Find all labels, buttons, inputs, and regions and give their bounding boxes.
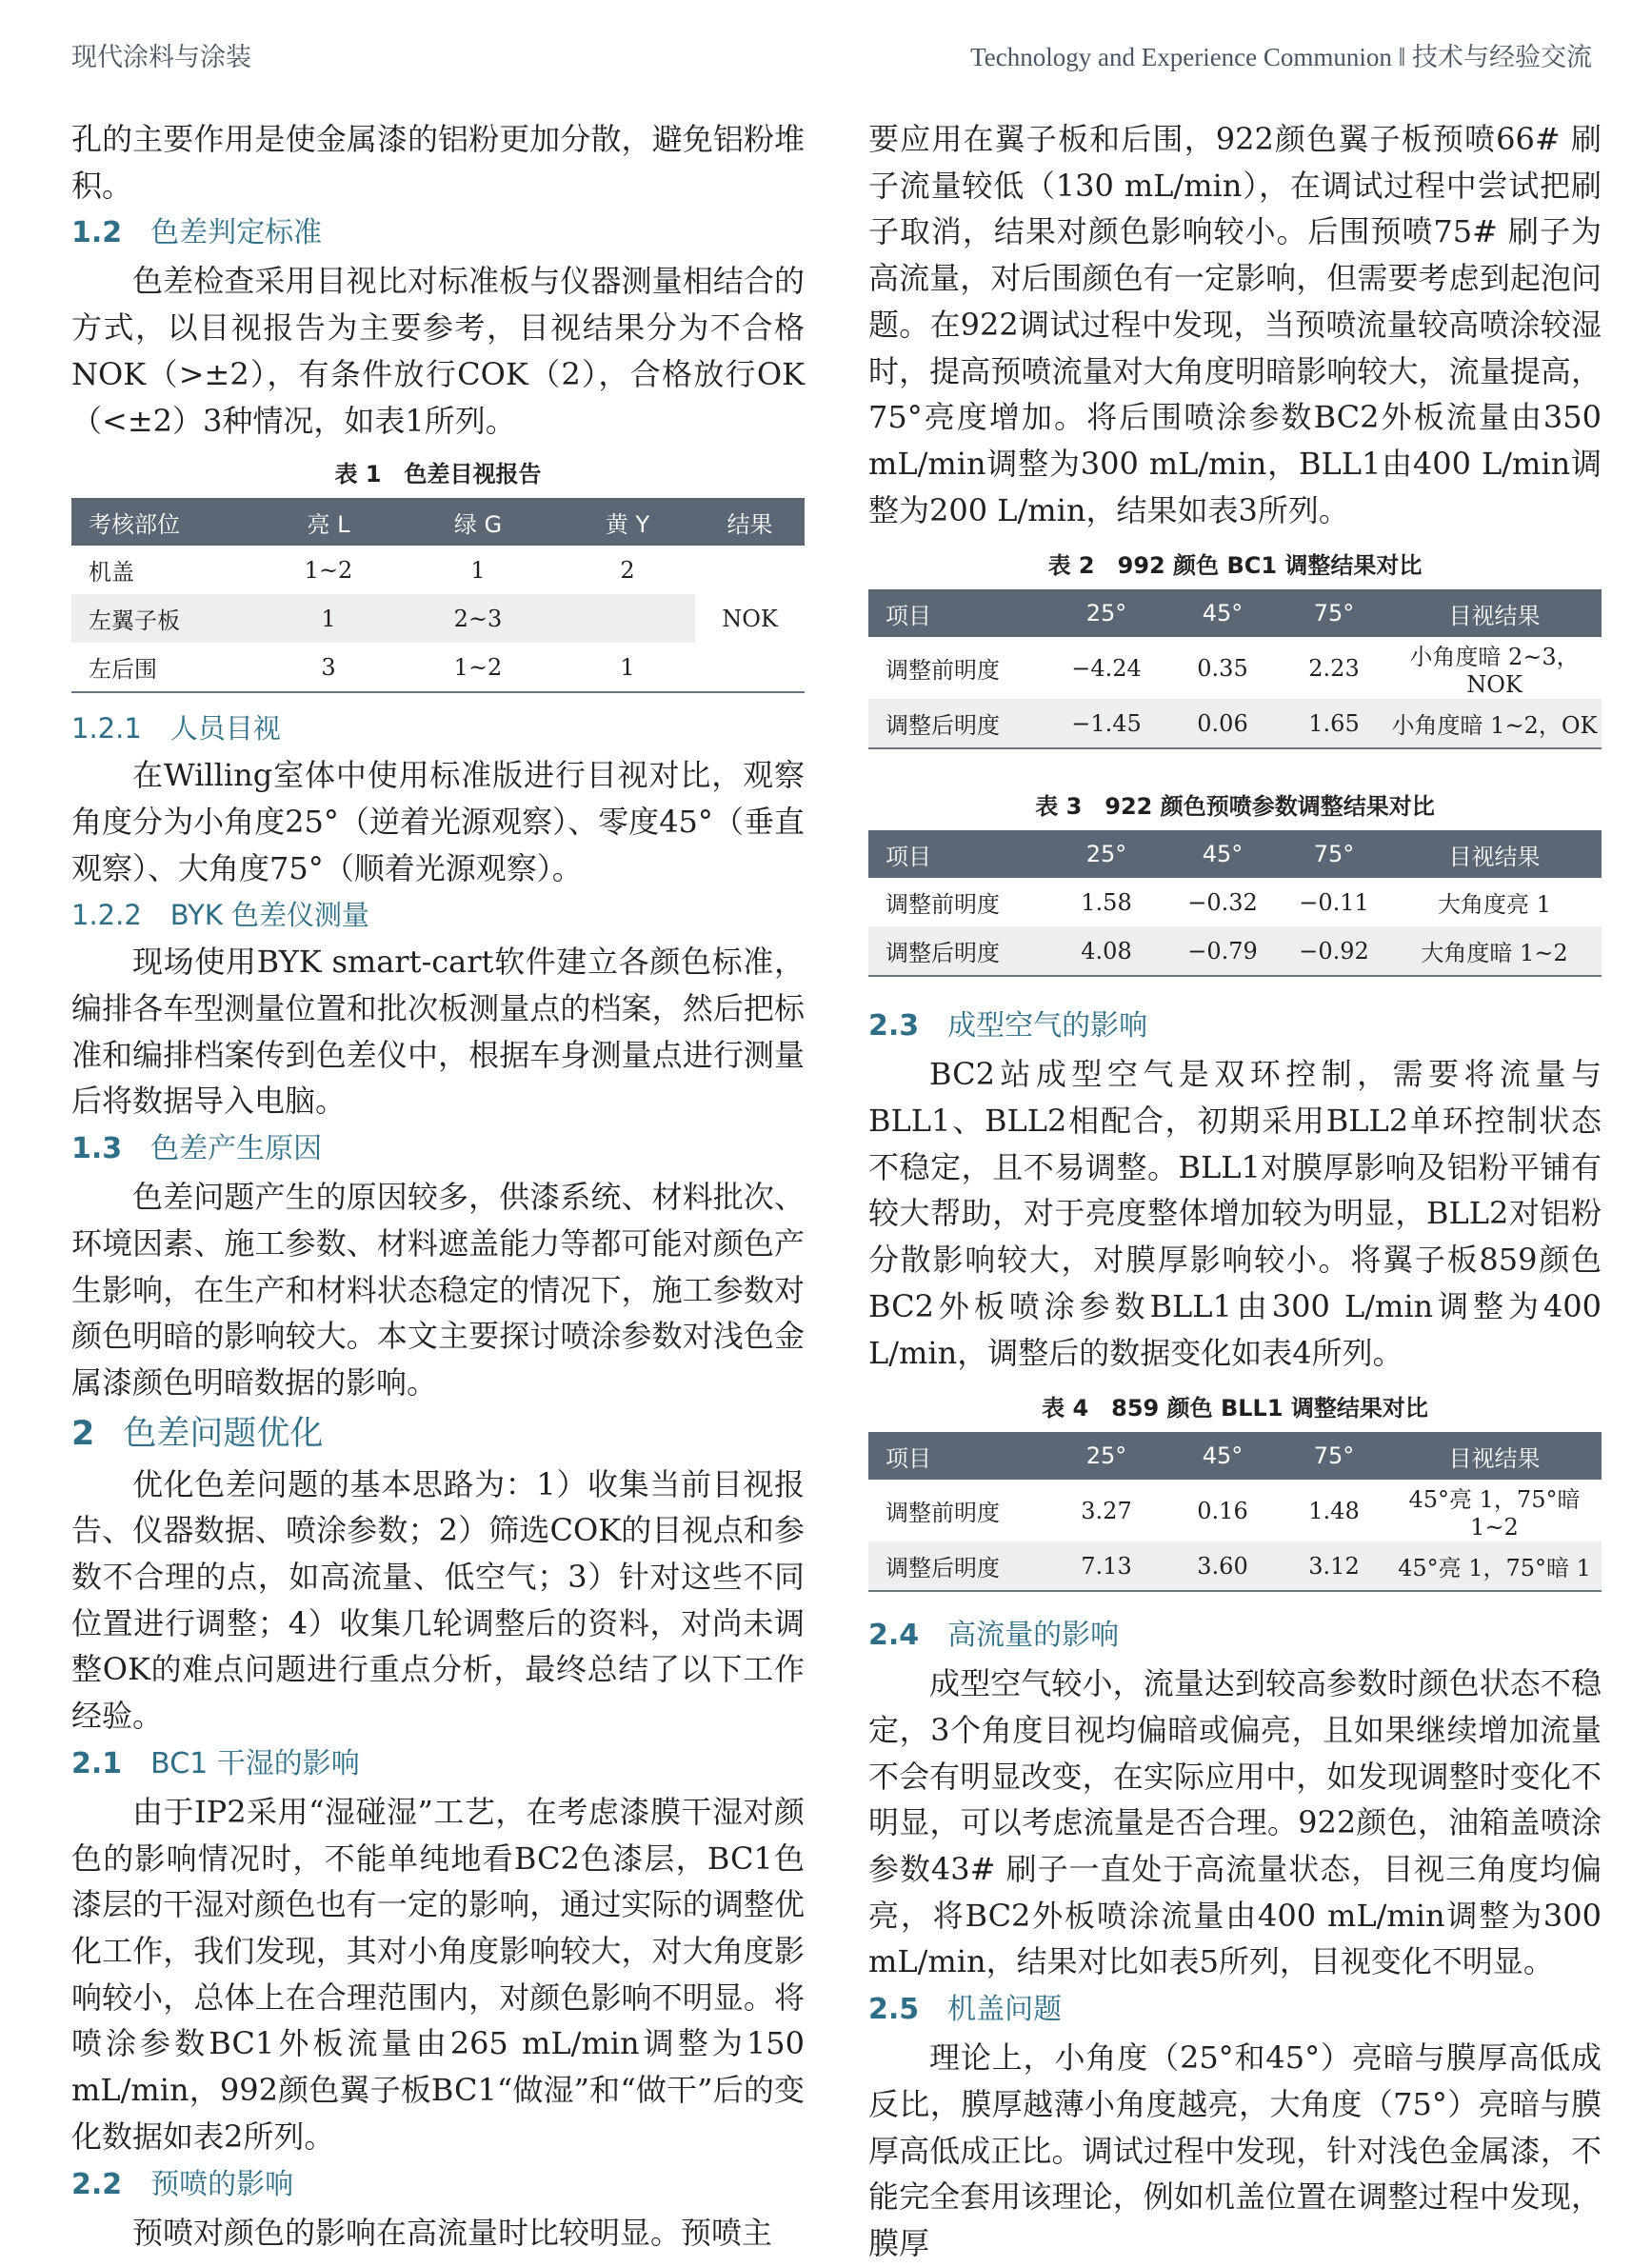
table-cell: 3.27: [1081, 1497, 1132, 1524]
table-1: [71, 498, 805, 693]
table-header-row: [868, 830, 1602, 878]
table-cell: 1: [470, 556, 486, 584]
paragraph: 由于IP2采用“湿碰湿”工艺，在考虑漆膜干湿对颜色的影响情况时，不能单纯地看BC2色漆层，BC1色漆层的干湿对颜色也有一定的影响，通过实际的调整优化工作，我们发现，其对小角度影响较大，对大角度影响较小，总体上在合理范围内，对颜色影响不明显。将喷涂参数BC1外板流量由265 mL/min调整为150 mL/min，992颜色翼子板BC1“做湿”和“做干”后的变化数据如表2所列。: [71, 1793, 805, 2155]
paragraph: 现场使用BYK smart-cart软件建立各颜色标准，编排各车型测量位置和批次板测量点的档案，然后把标准和编排档案传到色差仪中，根据车身测量点进行测量后将数据导入电脑。: [71, 944, 805, 1120]
table-cell: 1.65: [1281, 699, 1387, 748]
table-header-cell: 目视结果: [1387, 830, 1602, 878]
table-cell: 大角度暗 1~2: [1387, 926, 1602, 976]
table-cell: 机盖: [89, 559, 134, 587]
heading-title: 机盖问题: [947, 1993, 1063, 2027]
table-header-row: [868, 589, 1602, 637]
table-header-cell: 结果: [695, 498, 805, 546]
heading-2: [71, 1406, 805, 1462]
heading-2-3: [868, 1002, 1602, 1051]
table-4: [868, 1432, 1602, 1592]
table-cell: 调整前明度: [886, 657, 1000, 685]
table-row: [71, 546, 805, 594]
table-row: [71, 643, 805, 692]
table-cell: −0.92: [1281, 926, 1387, 976]
table-cell: 调整后明度: [868, 1541, 1048, 1591]
table-header-cell: 75°: [1281, 830, 1387, 878]
table-cell: −4.24: [1071, 654, 1142, 682]
table-cell: 4.08: [1048, 926, 1164, 976]
table-row: [71, 594, 805, 643]
table-cell: 45°亮 1，75°暗 1: [1387, 1541, 1602, 1591]
table-row: [868, 1541, 1602, 1591]
table-2-caption: 表 2 992 颜色 BC1 调整结果对比: [1047, 552, 1423, 580]
table-row: [868, 1480, 1602, 1541]
heading-1-3: [71, 1124, 805, 1174]
table-cell: 1.58: [1081, 888, 1132, 916]
heading-title: BYK 色差仪测量: [169, 899, 370, 932]
heading-title: 色差问题优化: [123, 1414, 324, 1453]
heading-number: 1.2.1: [71, 712, 142, 746]
table-cell: [560, 594, 695, 643]
heading-title: 预喷的影响: [150, 2167, 294, 2201]
table-header-cell: 25°: [1048, 1432, 1164, 1480]
table-header-cell: 45°: [1164, 589, 1281, 637]
table-cell: 左翼子板: [71, 594, 261, 643]
table-3-caption: 表 3 922 颜色预喷参数调整结果对比: [1035, 793, 1435, 821]
paragraph: 预喷对颜色的影响在高流量时比较明显。预喷主: [132, 2214, 773, 2251]
table-header-cell: 项目: [868, 830, 1048, 878]
table-cell: 调整前明度: [886, 1500, 1000, 1527]
table-cell: 1~2: [304, 556, 353, 584]
heading-2-5: [868, 1985, 1602, 2035]
section-header: Technology and Experience Communion ‖ 技术与经验交流: [970, 43, 1592, 71]
paragraph: 色差检查采用目视比对标准板与仪器测量相结合的方式，以目视报告为主要参考，目视结果分为不合格NOK（>±2），有条件放行COK（2），合格放行OK（<±2）3种情况，如表1所列。: [71, 263, 805, 439]
paragraph: 优化色差问题的基本思路为：1）收集当前目视报告、仪器数据、喷涂参数；2）筛选COK的目视点和参数不合理的点，如高流量、低空气；3）针对这些不同位置进行调整；4）收集几轮调整后的资料，对尚未调整OK的难点问题进行重点分析，最终总结了以下工作经验。: [71, 1465, 805, 1735]
table-row: [868, 699, 1602, 748]
table-cell: 大角度亮 1: [1438, 891, 1551, 919]
heading-title: 色差产生原因: [150, 1132, 323, 1166]
heading-title: 色差判定标准: [150, 216, 323, 250]
table-cell: −0.11: [1299, 888, 1369, 916]
right-column: [868, 116, 1602, 2267]
paragraph: 理论上，小角度（25°和45°）亮暗与膜厚高低成反比，膜厚越薄小角度越亮，大角度（75°）亮暗与膜厚高低成正比。调试过程中发现，针对浅色金属漆，不能完全套用该理论，例如机盖位置在调整过程中发现，膜厚: [868, 2039, 1602, 2261]
table-cell: 45°亮 1，75°暗 1~2: [1408, 1486, 1581, 1541]
table-header-cell: 项目: [868, 1432, 1048, 1480]
heading-2-2: [71, 2160, 805, 2210]
table-cell: −0.79: [1164, 926, 1281, 976]
table-cell: 7.13: [1048, 1541, 1164, 1591]
table-cell: 调整前明度: [886, 891, 1000, 919]
paragraph: 孔的主要作用是使金属漆的铝粉更加分散，避免铝粉堆积。: [71, 121, 805, 204]
table-header-cell: 考核部位: [71, 498, 261, 546]
table-header-cell: 黄 Y: [560, 498, 695, 546]
table-cell: 1.48: [1308, 1497, 1360, 1524]
heading-number: 2.1: [71, 1746, 123, 1780]
table-3: [868, 830, 1602, 977]
heading-2-1: [71, 1740, 805, 1789]
paragraph: BC2站成型空气是双环控制，需要将流量与BLL1、BLL2相配合，初期采用BLL2单环控制状态不稳定，且不易调整。BLL1对膜厚影响及铝粉平铺有较大帮助，对于亮度整体增加较为明显，BLL2对铝粉分散影响较大，对膜厚影响较小。将翼子板859颜色BC2外板喷涂参数BLL1由300 L/min调整为400 L/min，调整后的数据变化如表4所列。: [868, 1056, 1602, 1371]
table-2: [868, 589, 1602, 749]
paragraph: 在Willing室体中使用标准版进行目视对比，观察角度分为小角度25°（逆着光源观察）、零度45°（垂直观察）、大角度75°（顺着光源观察）。: [71, 757, 805, 886]
table-cell: −0.32: [1187, 888, 1258, 916]
heading-1-2: [71, 209, 805, 258]
table-result-cell: NOK: [695, 546, 805, 692]
table-cell: 3.60: [1164, 1541, 1281, 1591]
heading-number: 1.2.2: [71, 899, 142, 932]
heading-number: 2.2: [71, 2167, 123, 2201]
table-cell: 调整后明度: [868, 699, 1048, 748]
heading-number: 1.2: [71, 216, 123, 250]
table-cell: 2~3: [396, 594, 560, 643]
table-header-cell: 75°: [1281, 1432, 1387, 1480]
table-cell: 1: [261, 594, 396, 643]
table-header-cell: 25°: [1048, 589, 1164, 637]
table-header-cell: 目视结果: [1387, 1432, 1602, 1480]
table-cell: 2: [620, 556, 635, 584]
table-header-cell: 25°: [1048, 830, 1164, 878]
paragraph: 色差问题产生的原因较多，供漆系统、材料批次、环境因素、施工参数、材料遮盖能力等都可能对颜色产生影响，在生产和材料状态稳定的情况下，施工参数对颜色明暗的影响较大。本文主要探讨喷涂参数对浅色金属漆颜色明暗数据的影响。: [71, 1179, 805, 1401]
table-header-cell: 75°: [1281, 589, 1387, 637]
journal-name: 现代涂料与涂装: [71, 43, 251, 72]
table-1-caption: 表 1 色差目视报告: [334, 461, 542, 488]
table-cell: 小角度暗 2~3，NOK: [1409, 644, 1580, 699]
table-header-cell: 绿 G: [396, 498, 560, 546]
table-cell: 1~2: [453, 653, 503, 681]
paragraph: 要应用在翼子板和后围，922颜色翼子板预喷66# 刷子流量较低（130 mL/min），在调试过程中尝试把刷子取消，结果对颜色影响较小。后围预喷75# 刷子为高流量，对后围颜色有一定影响，但需要考虑到起泡问题。在922调试过程中发现，当预喷流量较高喷涂较湿时，提高预喷流量对大角度明暗影响较大，流量提高，75°亮度增加。将后围喷涂参数BC2外板流量由350 mL/min调整为300 mL/min，BLL1由400 L/min调整为200 L/min，结果如表3所列。: [868, 121, 1602, 528]
table-cell: 0.35: [1197, 654, 1248, 682]
table-cell: 3: [321, 653, 336, 681]
table-header-cell: 项目: [868, 589, 1048, 637]
heading-1-2-1: [71, 705, 805, 752]
table-header-cell: 亮 L: [261, 498, 396, 546]
table-row: [868, 878, 1602, 926]
table-row: [868, 926, 1602, 976]
table-header-row: [71, 498, 805, 546]
heading-1-2-2: [71, 891, 805, 939]
heading-title: 高流量的影响: [947, 1619, 1120, 1653]
table-header-cell: 45°: [1164, 1432, 1281, 1480]
left-column: [71, 116, 805, 2256]
table-cell: 0.16: [1197, 1497, 1248, 1524]
table-cell: 3.12: [1281, 1541, 1387, 1591]
table-row: [868, 637, 1602, 699]
heading-number: 2: [71, 1414, 95, 1453]
table-cell: 0.06: [1164, 699, 1281, 748]
table-cell: 小角度暗 1~2，OK: [1387, 699, 1602, 748]
table-cell: 调整后明度: [868, 926, 1048, 976]
table-cell: −1.45: [1048, 699, 1164, 748]
paragraph: 成型空气较小，流量达到较高参数时颜色状态不稳定，3个角度目视均偏暗或偏亮，且如果继续增加流量不会有明显改变，在实际应用中，如发现调整时变化不明显，可以考虑流量是否合理。922颜色，油箱盖喷涂参数43# 刷子一直处于高流量状态，目视三角度均偏亮，将BC2外板喷涂流量由400 mL/min调整为300 mL/min，结果对比如表5所列，目视变化不明显。: [868, 1665, 1602, 1980]
table-cell: 左后围: [89, 656, 157, 684]
heading-number: 2.5: [868, 1993, 920, 2027]
heading-title: 人员目视: [169, 712, 281, 746]
heading-number: 2.3: [868, 1009, 920, 1044]
heading-number: 2.4: [868, 1619, 920, 1653]
table-cell: 2.23: [1308, 654, 1360, 682]
heading-number: 1.3: [71, 1132, 123, 1166]
heading-2-4: [868, 1611, 1602, 1660]
table-4-caption: 表 4 859 颜色 BLL1 调整结果对比: [1042, 1395, 1428, 1422]
heading-title: BC1 干湿的影响: [150, 1746, 360, 1780]
table-header-row: [868, 1432, 1602, 1480]
table-cell: 1: [620, 653, 635, 681]
table-header-cell: 45°: [1164, 830, 1281, 878]
table-header-cell: 目视结果: [1387, 589, 1602, 637]
heading-title: 成型空气的影响: [947, 1009, 1148, 1044]
